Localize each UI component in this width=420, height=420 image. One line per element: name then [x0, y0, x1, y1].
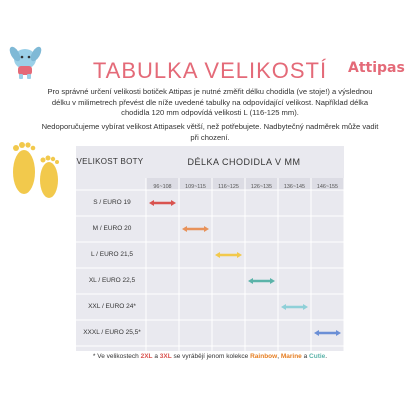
footnote-end: . — [325, 353, 328, 360]
footnote-size-2xl: 2XL — [140, 353, 153, 360]
footnote — [0, 353, 420, 360]
footnote-rainbow: Rainbow — [250, 353, 278, 360]
range-label: 146~155 — [316, 184, 339, 190]
size-row-label: XXXL / EURO 25,5* — [83, 329, 141, 336]
footnote-cutie: Cutie — [309, 353, 326, 360]
size-row-label: XL / EURO 22,5 — [88, 277, 136, 284]
footnote-comma: , — [277, 353, 280, 360]
logo-text: Attipas — [348, 60, 405, 76]
footnote-and-2: a — [303, 353, 308, 360]
footnote-marine: Marine — [280, 353, 302, 360]
range-label: 136~145 — [283, 184, 306, 190]
footnote-and: a — [154, 353, 158, 360]
range-label: 96~108 — [153, 184, 172, 190]
page-title: TABULKA VELIKOSTÍ — [92, 58, 328, 83]
size-row-label: XXL / EURO 24* — [88, 303, 136, 310]
range-label: 116~125 — [218, 184, 239, 190]
size-column-header: VELIKOST BOTY — [76, 157, 144, 166]
footnote-middle: se vyrábějí jenom kolekce — [173, 353, 249, 360]
size-row-label: L / EURO 21,5 — [90, 251, 134, 258]
length-column-header: DÉLKA CHODIDLA V MM — [187, 157, 301, 167]
footprint-illustration — [6, 140, 66, 206]
range-label: 126~135 — [250, 184, 273, 190]
range-label: 109~115 — [185, 184, 206, 190]
size-row-label: S / EURO 19 — [93, 199, 131, 206]
size-table — [76, 146, 344, 351]
intro-paragraph: Pro správné určení velikosti botiček Attipas je nutné změřit délku chodidla (ve stoje!) a výslednou délku v milimetrech převést dle níže uvedené tabulky na odpovídající velikost. Například délka chodidla 120 mm odpovídá velikosti L (116-125 mm). — [47, 87, 373, 118]
size-table-grid — [76, 146, 344, 351]
footnote-size-3xl: 3XL — [159, 353, 172, 360]
size-row-label: M / EURO 20 — [92, 225, 132, 232]
advice-paragraph: Nedoporučujeme vybírat velikost Attipasek větší, než potřebujete. Nadbytečný nadměrek může vadit při chození. — [41, 122, 379, 142]
footnote-prefix: * Ve velikostech — [92, 353, 139, 360]
